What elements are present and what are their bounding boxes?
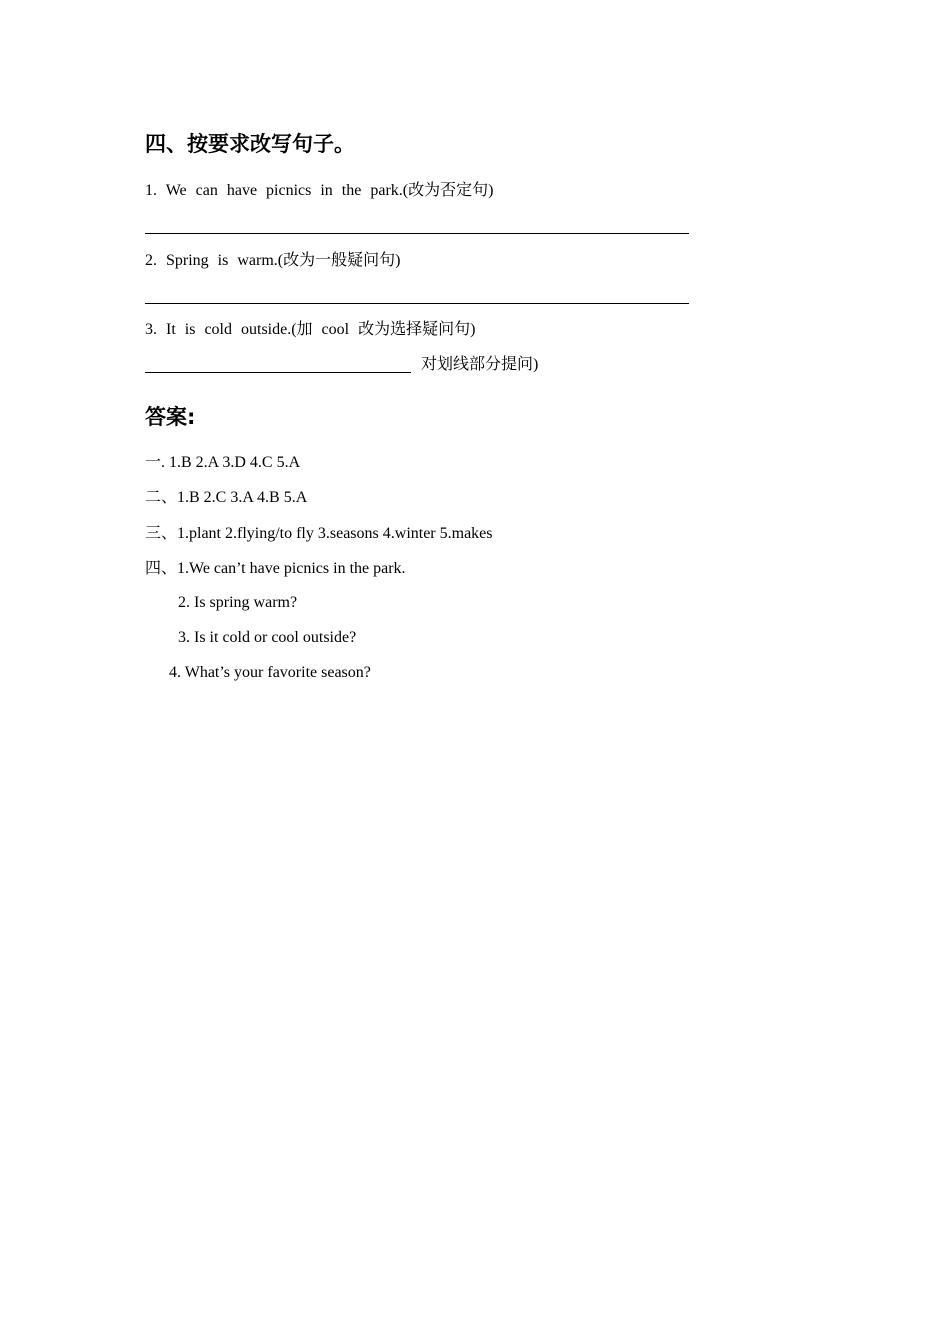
answer-line-1 <box>145 233 689 234</box>
question-4-line <box>145 355 538 375</box>
section-heading: 四、按要求改写句子。 <box>145 132 355 156</box>
answer-row-6: 3. Is it cold or cool outside? <box>178 629 357 646</box>
answer-row-3: 三、1.plant 2.flying/to fly 3.seasons 4.winter 5.makes <box>145 525 493 542</box>
answer-row-1: 一. 1.B 2.A 3.D 4.C 5.A <box>145 454 301 471</box>
answer-row-4: 四、1.We can’t have picnics in the park. <box>145 560 406 577</box>
answer-row-5: 2. Is spring warm? <box>178 594 298 611</box>
answer-row-7: 4. What’s your favorite season? <box>169 664 371 681</box>
question-1: 1. We can have picnics in the park.(改为否定句) <box>145 182 494 199</box>
question-4-tail: 对划线部分提问) <box>421 356 539 373</box>
answers-heading: 答案: <box>145 405 196 429</box>
answer-line-2 <box>145 303 689 304</box>
answer-line-3 <box>145 372 411 373</box>
question-3: 3. It is cold outside.(加 cool 改为选择疑问句) <box>145 321 476 338</box>
answer-row-2: 二、1.B 2.C 3.A 4.B 5.A <box>145 489 308 506</box>
question-2: 2. Spring is warm.(改为一般疑问句) <box>145 252 401 269</box>
